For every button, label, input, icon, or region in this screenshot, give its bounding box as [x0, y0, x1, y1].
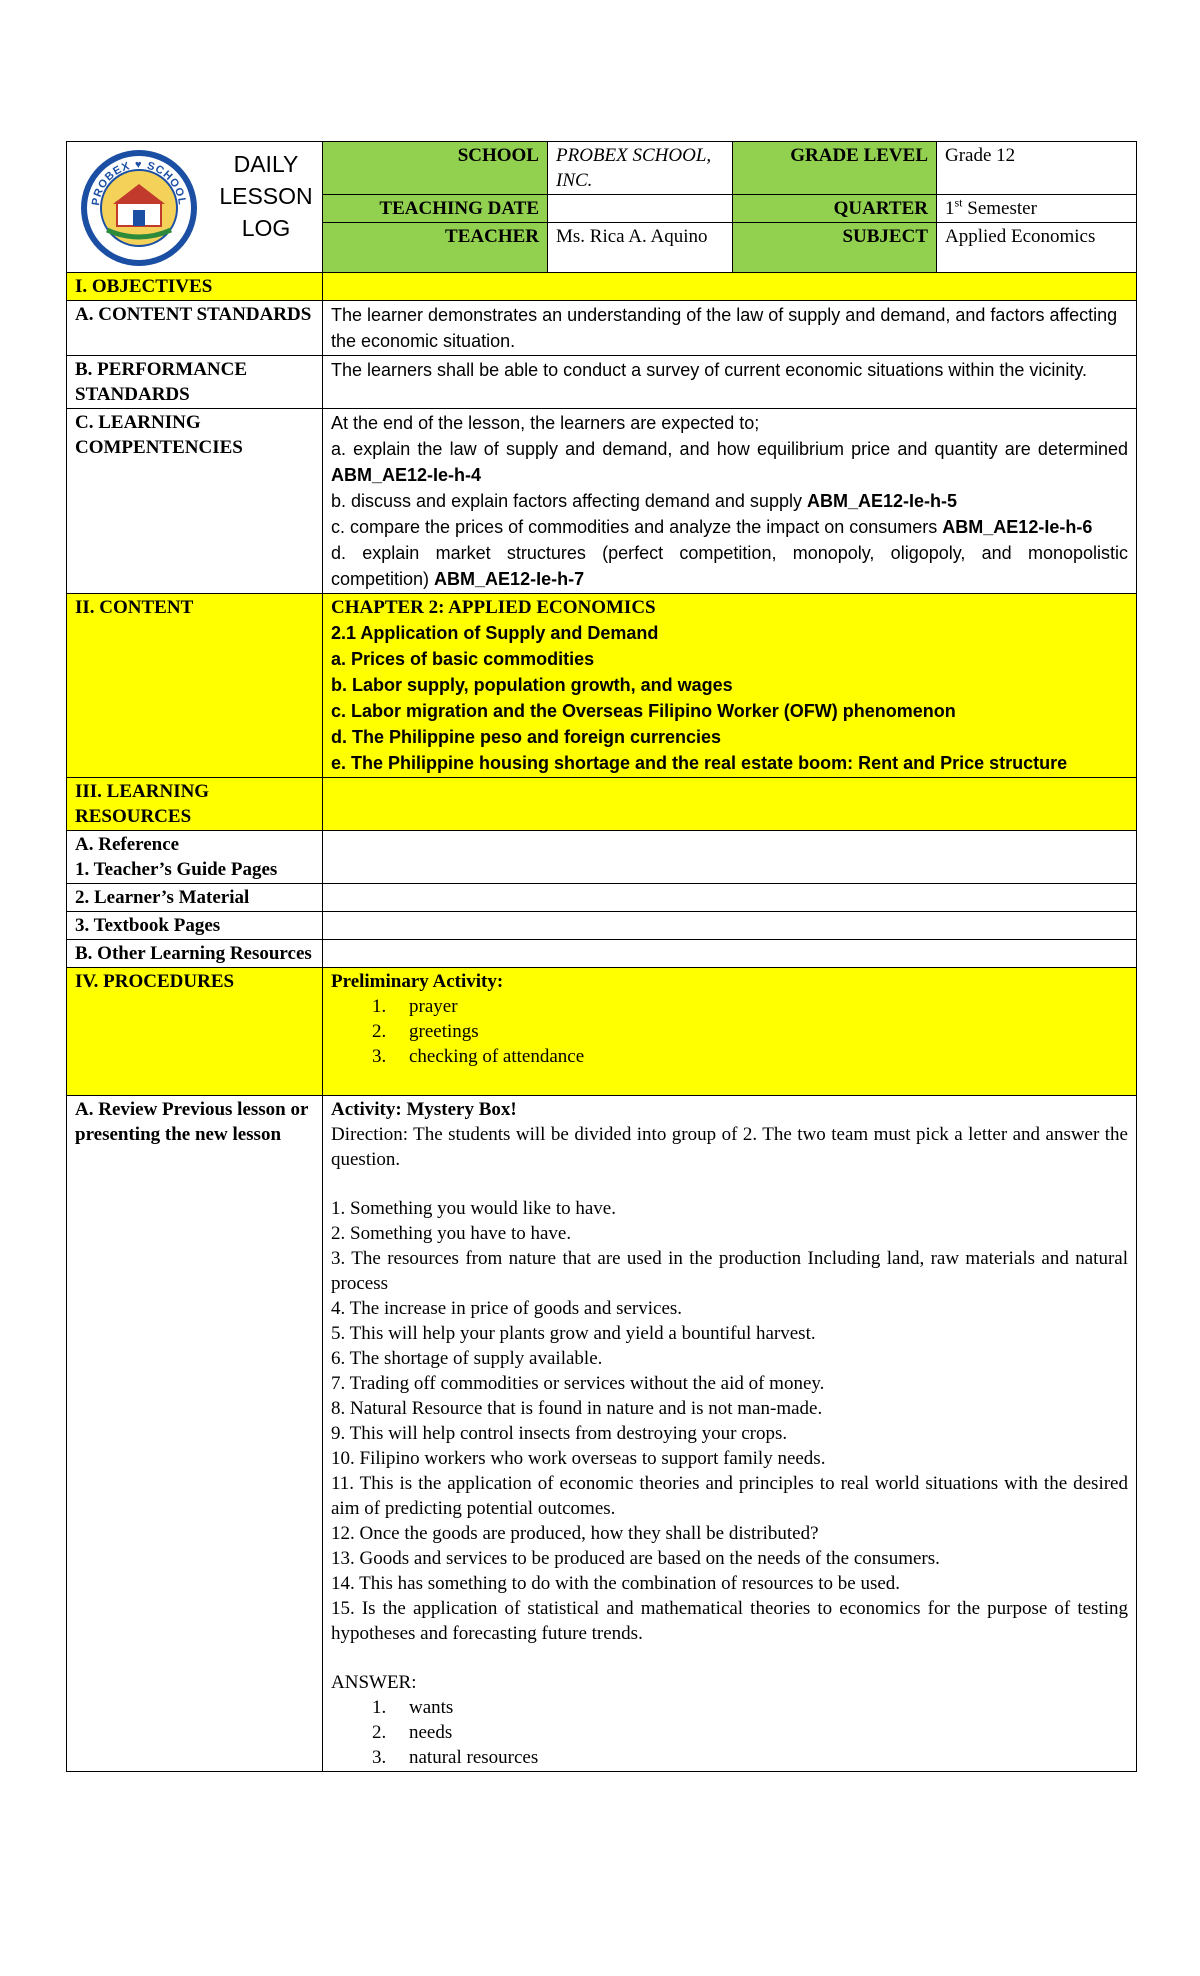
list-item: 2. needs — [391, 1720, 1128, 1745]
content-item: b. Labor supply, population growth, and wages — [331, 675, 733, 695]
question-item: 5. This will help your plants grow and yield a bountiful harvest. — [331, 1323, 816, 1344]
performance-standards-text: The learners shall be able to conduct a survey of current economic situations within the vicinity. — [323, 356, 1137, 409]
list-item: 1. wants — [391, 1695, 1128, 1720]
learning-competencies-label: C. LEARNING COMPENTENCIES — [67, 409, 323, 594]
header-logo-cell — [67, 142, 323, 273]
school-logo — [77, 144, 201, 268]
other-resources-label: B. Other Learning Resources — [67, 940, 323, 968]
competency-item: a. explain the law of supply and demand, and how equilibrium price and quantity are determined ABM_AE12-Ie-h-4 — [331, 439, 1128, 485]
content-standards-label: A. CONTENT STANDARDS — [67, 301, 323, 356]
reference-label: A. Reference 1. Teacher’s Guide Pages — [67, 831, 323, 884]
question-item: 1. Something you would like to have. — [331, 1198, 616, 1219]
school-value: PROBEX SCHOOL, INC. — [548, 142, 733, 195]
grade-level-label: GRADE LEVEL — [733, 142, 937, 195]
teacher-value: Ms. Rica A. Aquino — [548, 223, 733, 273]
quarter-label: QUARTER — [733, 195, 937, 223]
content-item: c. Labor migration and the Overseas Filipino Worker (OFW) phenomenon — [331, 701, 956, 721]
list-item: 3. natural resources — [391, 1745, 1128, 1770]
performance-standards-label: B. PERFORMANCE STANDARDS — [67, 356, 323, 409]
reference-value — [323, 831, 1137, 884]
subject-value: Applied Economics — [937, 223, 1137, 273]
answer-label: ANSWER: — [331, 1672, 417, 1693]
content-heading: II. CONTENT — [67, 594, 323, 778]
list-item: 1. prayer — [391, 994, 1128, 1019]
question-item: 10. Filipino workers who work overseas to support family needs. — [331, 1448, 826, 1469]
other-resources-value — [323, 940, 1137, 968]
preliminary-activity — [323, 968, 1137, 1096]
competency-item: d. explain market structures (perfect competition, monopoly, oligopoly, and monopolistic competition) ABM_AE12-Ie-h-7 — [331, 543, 1128, 589]
learners-material-value — [323, 884, 1137, 912]
content-item: 2.1 Application of Supply and Demand — [331, 623, 659, 643]
textbook-pages-value — [323, 912, 1137, 940]
question-item: 3. The resources from nature that are used in the production Including land, raw materials and natural process — [331, 1248, 1128, 1294]
question-item: 7. Trading off commodities or services without the aid of money. — [331, 1373, 825, 1394]
question-item: 2. Something you have to have. — [331, 1223, 572, 1244]
question-item: 13. Goods and services to be produced are based on the needs of the consumers. — [331, 1548, 940, 1569]
content-item: a. Prices of basic commodities — [331, 649, 595, 669]
preliminary-title: Preliminary Activity: — [331, 971, 504, 992]
objectives-heading: I. OBJECTIVES — [67, 273, 323, 301]
teaching-date-label: TEACHING DATE — [323, 195, 548, 223]
list-item: 3. checking of attendance — [391, 1044, 1128, 1069]
question-item: 14. This has something to do with the combination of resources to be used. — [331, 1573, 901, 1594]
preliminary-list — [331, 994, 1128, 1069]
answer-list — [331, 1695, 1128, 1770]
activity-direction: Direction: The students will be divided into group of 2. The two team must pick a letter and answer the question. — [331, 1124, 1128, 1170]
content-item: d. The Philippine peso and foreign currencies — [331, 727, 722, 747]
question-item: 8. Natural Resource that is found in nature and is not man-made. — [331, 1398, 823, 1419]
chapter-title: CHAPTER 2: APPLIED ECONOMICS — [331, 597, 656, 618]
content-standards-text: The learner demonstrates an understanding of the law of supply and demand, and factors affecting the economic situation. — [323, 301, 1137, 356]
question-item: 15. Is the application of statistical and mathematical theories to economics for the purpose of testing hypotheses and forecasting future trends. — [331, 1598, 1128, 1644]
learning-resources-heading: III. LEARNING RESOURCES — [67, 778, 323, 831]
question-item: 6. The shortage of supply available. — [331, 1348, 603, 1369]
content-item: e. The Philippine housing shortage and the real estate boom: Rent and Price structure — [331, 753, 1068, 773]
textbook-pages-label: 3. Textbook Pages — [67, 912, 323, 940]
content-body — [323, 594, 1137, 778]
list-item: 2. greetings — [391, 1019, 1128, 1044]
lesson-log-table — [66, 141, 1137, 1772]
question-item: 12. Once the goods are produced, how they shall be distributed? — [331, 1523, 819, 1544]
objectives-heading-fill — [323, 273, 1137, 301]
competency-item: b. discuss and explain factors affecting demand and supply ABM_AE12-Ie-h-5 — [331, 491, 957, 511]
learning-resources-fill — [323, 778, 1137, 831]
quarter-value: 1st Semester — [937, 195, 1137, 223]
teaching-date-value — [548, 195, 733, 223]
procedures-heading: IV. PROCEDURES — [67, 968, 323, 1096]
document-title: DAILY LESSON LOG — [219, 151, 313, 241]
grade-level-value: Grade 12 — [937, 142, 1137, 195]
review-lesson-label: A. Review Previous lesson or presenting the new lesson — [67, 1096, 323, 1772]
subject-label: SUBJECT — [733, 223, 937, 273]
review-lesson-body — [323, 1096, 1137, 1772]
svg-text:PROBEX ♥ SCHOOL: PROBEX ♥ SCHOOL — [89, 158, 189, 207]
question-item: 4. The increase in price of goods and services. — [331, 1298, 683, 1319]
learning-competencies-text — [323, 409, 1137, 594]
question-item: 9. This will help control insects from destroying your crops. — [331, 1423, 788, 1444]
competencies-intro: At the end of the lesson, the learners are expected to; — [331, 413, 760, 433]
lesson-log-page — [66, 141, 1136, 1772]
question-item: 11. This is the application of economic theories and principles to real world situations with the desired aim of predicting potential outcomes. — [331, 1473, 1128, 1519]
school-label: SCHOOL — [323, 142, 548, 195]
competency-item: c. compare the prices of commodities and analyze the impact on consumers ABM_AE12-Ie-h-6 — [331, 517, 1093, 537]
learners-material-label: 2. Learner’s Material — [67, 884, 323, 912]
activity-title: Activity: Mystery Box! — [331, 1099, 517, 1120]
teacher-label: TEACHER — [323, 223, 548, 273]
